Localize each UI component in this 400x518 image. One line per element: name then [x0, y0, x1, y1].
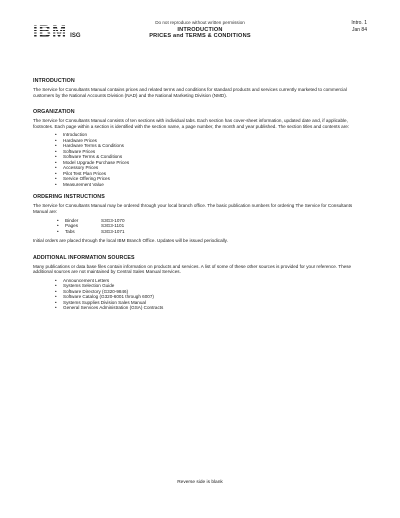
publication-numbers-table — [57, 218, 125, 235]
publication-date: Jan 84 — [351, 26, 367, 33]
page-footer: Reverse side is blank — [177, 480, 223, 485]
document-body — [33, 78, 368, 318]
list-item: • Software Directory (G320-9846) — [55, 289, 368, 295]
section-titles-list — [55, 132, 368, 187]
publication-label: Binder — [65, 217, 79, 223]
reproduction-notice: Do not reproduce without written permission — [155, 20, 245, 25]
header-subtitle: PRICES and TERMS & CONDITIONS — [149, 33, 251, 39]
publication-number: S3G3-1071 — [101, 228, 125, 234]
section-title-additional-sources: ADDITIONAL INFORMATION SOURCES — [33, 254, 135, 261]
page-number: Intro. 1 — [351, 20, 367, 26]
page-reference — [351, 20, 367, 33]
header-title: INTRODUCTION — [177, 26, 223, 33]
list-item: • Hardware Prices — [55, 138, 368, 144]
list-item: • Measurement Value — [55, 182, 368, 188]
table-row: • Tabs S3G3-1071 — [57, 228, 125, 234]
section-title-organization: ORGANIZATION — [33, 109, 75, 116]
publication-label: Pages — [65, 223, 79, 229]
list-item: • Announcement Letters — [55, 278, 368, 284]
table-row: • Binder S3G3-1070 — [57, 217, 125, 223]
list-item: • General Services Administration (GSA) Contracts — [55, 305, 368, 311]
publication-label: Tabs — [65, 228, 75, 234]
list-item: • Software Prices — [55, 149, 368, 155]
list-item: • Accessory Prices — [55, 165, 368, 171]
publication-number: S3G3-1070 — [101, 217, 125, 223]
ibm-logo-mark: IBM — [33, 22, 68, 41]
introduction-text: The Service for Consultants Manual contains prices and related terms and conditions for standard products and services currently marketed to commercial customers by the National Accounts Division (NAD) and the National Marketing Division (NMD). — [33, 87, 347, 98]
list-item: • Hardware Terms & Conditions — [55, 143, 368, 149]
list-item: • Software Catalog (G320-6001 through 6007) — [55, 294, 368, 300]
publication-number: S3G3-1101 — [101, 223, 125, 229]
list-item: • Model Upgrade Purchase Prices — [55, 160, 368, 166]
list-item: • Pilot Test Plan Prices — [55, 171, 368, 177]
ordering-text: The Service for Consultants Manual may be ordered through your local branch office. The basic publication numbers for ordering The Service for Consultants Manual are: — [33, 203, 353, 214]
list-item: • Systems Selection Guide — [55, 283, 368, 289]
ordering-note: Initial orders are placed through the local IBM Branch Office. Updates will be issued periodically. — [33, 238, 228, 244]
list-item: • Introduction — [55, 132, 368, 138]
list-item: • Software Terms & Conditions — [55, 154, 368, 160]
section-title-introduction: INTRODUCTION — [33, 78, 75, 84]
additional-sources-list — [55, 278, 368, 311]
table-row: • Pages S3G3-1101 — [57, 223, 125, 229]
additional-sources-text: Many publications or data base files contain information on products and services. A list of some of these other sources is provided for your reference. These additional sources are not maintained by Central Sales Manual Services. — [33, 263, 352, 275]
page-header — [140, 20, 260, 40]
ibm-logo — [33, 22, 81, 42]
isg-label: ISG — [70, 33, 81, 39]
list-item: • Service Offering Prices — [55, 176, 368, 182]
list-item: • Systems Supplies Division Sales Manual — [55, 300, 368, 306]
organization-text: The Service for Consultants Manual consists of ten sections with individual tabs. Each section has cover-sheet information, updated date and, if applicable, footnotes. Each page within a section is identified with the section name, a page number, the month and year published. The section titles and contents are: — [33, 118, 350, 129]
section-title-ordering: ORDERING INSTRUCTIONS — [33, 194, 105, 201]
